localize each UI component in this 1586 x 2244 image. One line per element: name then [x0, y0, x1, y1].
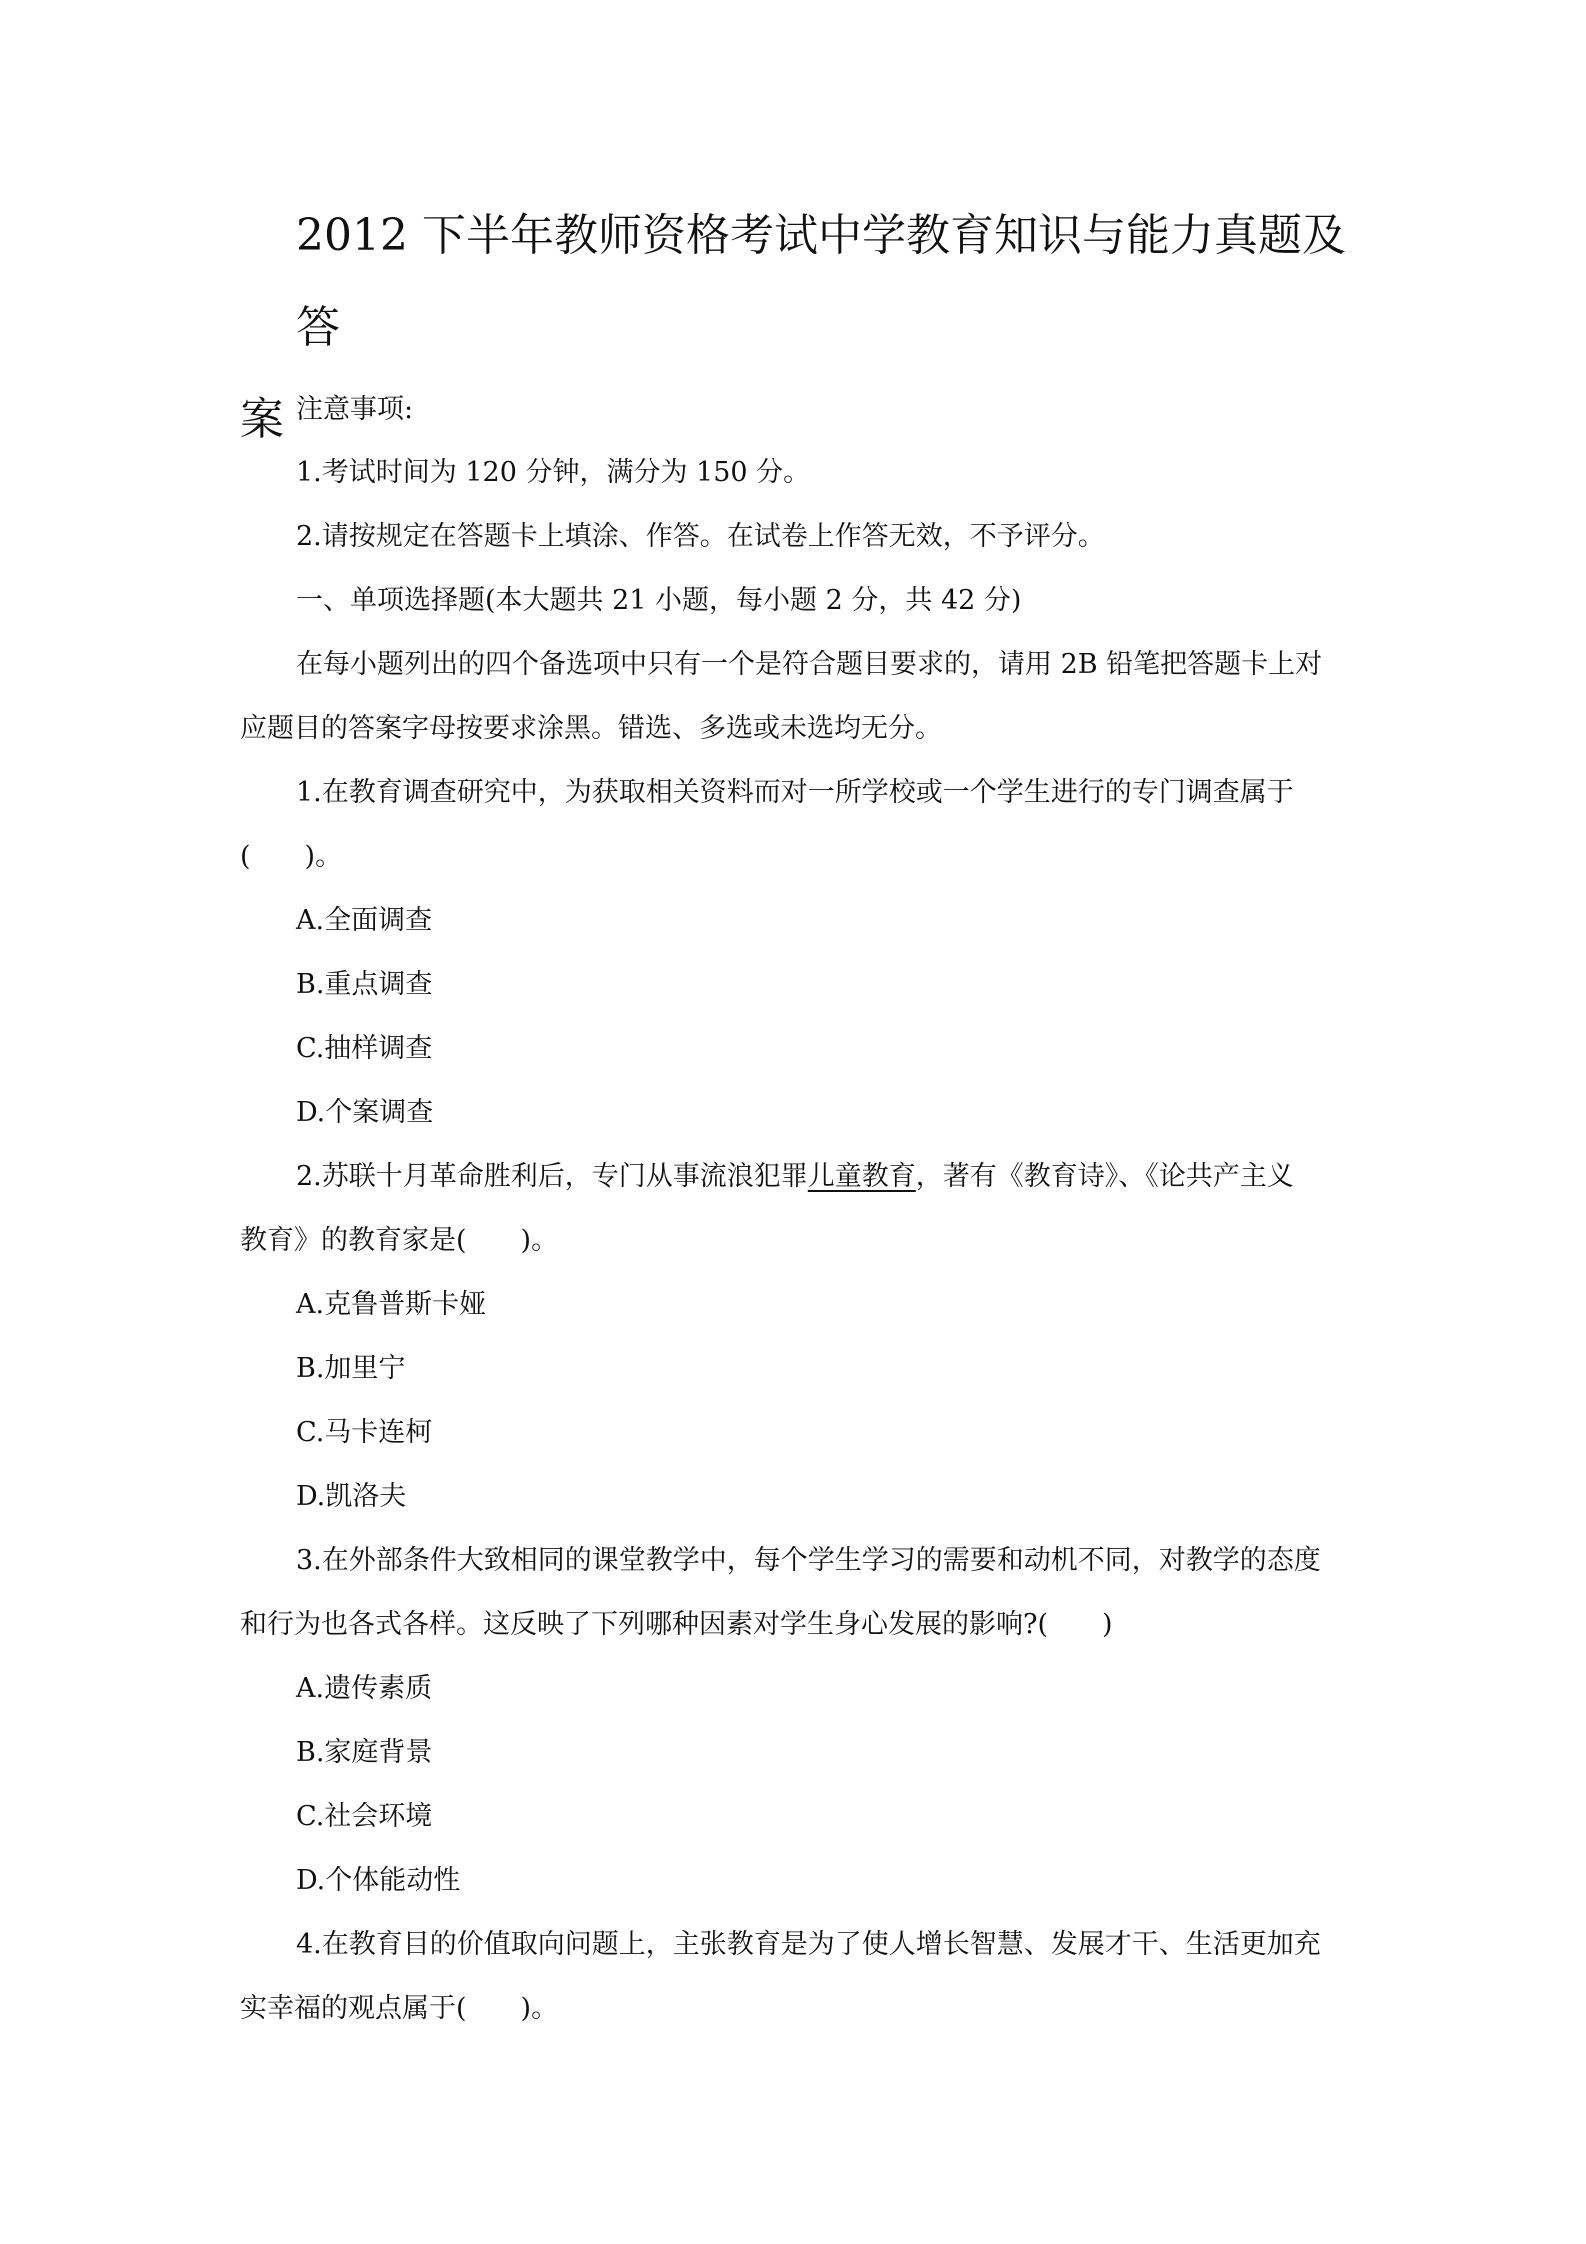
notice-item-1: 1.考试时间为 120 分钟，满分为 150 分。 — [296, 457, 811, 488]
question-3-option-d: D.个体能动性 — [296, 1865, 461, 1896]
question-2-stem-pre: 2.苏联十月革命胜利后，专门从事流浪犯罪 — [296, 1161, 808, 1192]
question-1-option-a: A.全面调查 — [296, 905, 433, 936]
question-1-stem: 1.在教育调查研究中，为获取相关资料而对一所学校或一个学生进行的专门调查属于 — [296, 777, 1294, 808]
question-1-option-c: C.抽样调查 — [296, 1033, 433, 1064]
question-1-stem-cont: ( )。 — [240, 841, 343, 872]
title-line-2: 案 — [240, 394, 284, 445]
question-4-stem: 4.在教育目的价值取向问题上，主张教育是为了使人增长智慧、发展才干、生活更加充 — [296, 1929, 1321, 1960]
title-line-1: 2012 下半年教师资格考试中学教育知识与能力真题及答 — [296, 210, 1346, 353]
question-2-link[interactable]: 儿童教育 — [807, 1161, 916, 1192]
question-1-option-d: D.个案调查 — [296, 1097, 434, 1128]
question-3-stem: 3.在外部条件大致相同的课堂教学中，每个学生学习的需要和动机不同，对教学的态度 — [296, 1545, 1321, 1576]
question-3-stem-cont: 和行为也各式各样。这反映了下列哪种因素对学生身心发展的影响?( ) — [240, 1609, 1113, 1640]
question-1-option-b: B.重点调查 — [296, 969, 433, 1000]
question-2-stem-post: ，著有《教育诗》、《论共产主义 — [915, 1161, 1294, 1192]
question-3-option-a: A.遗传素质 — [296, 1673, 433, 1704]
question-3-option-b: B.家庭背景 — [296, 1737, 433, 1768]
question-2-option-d: D.凯洛夫 — [296, 1481, 407, 1512]
section-instructions-line-2: 应题目的答案字母按要求涂黑。错选、多选或未选均无分。 — [240, 713, 942, 744]
question-2-stem — [240, 1157, 1416, 1197]
question-2-option-a: A.克鲁普斯卡娅 — [296, 1289, 487, 1320]
question-4-stem-cont: 实幸福的观点属于( )。 — [240, 1993, 559, 2024]
notice-heading: 注意事项: — [296, 394, 414, 425]
question-3-option-c: C.社会环境 — [296, 1801, 433, 1832]
question-2-stem-cont: 教育》的教育家是( )。 — [240, 1225, 559, 1256]
section-instructions-line-1: 在每小题列出的四个备选项中只有一个是符合题目要求的，请用 2B 铅笔把答题卡上对 — [296, 649, 1323, 680]
notice-item-2: 2.请按规定在答题卡上填涂、作答。在试卷上作答无效，不予评分。 — [296, 521, 1105, 552]
question-2-option-c: C.马卡连柯 — [296, 1417, 433, 1448]
question-2-option-b: B.加里宁 — [296, 1353, 406, 1384]
section-heading: 一、单项选择题(本大题共 21 小题，每小题 2 分，共 42 分) — [296, 585, 1022, 616]
